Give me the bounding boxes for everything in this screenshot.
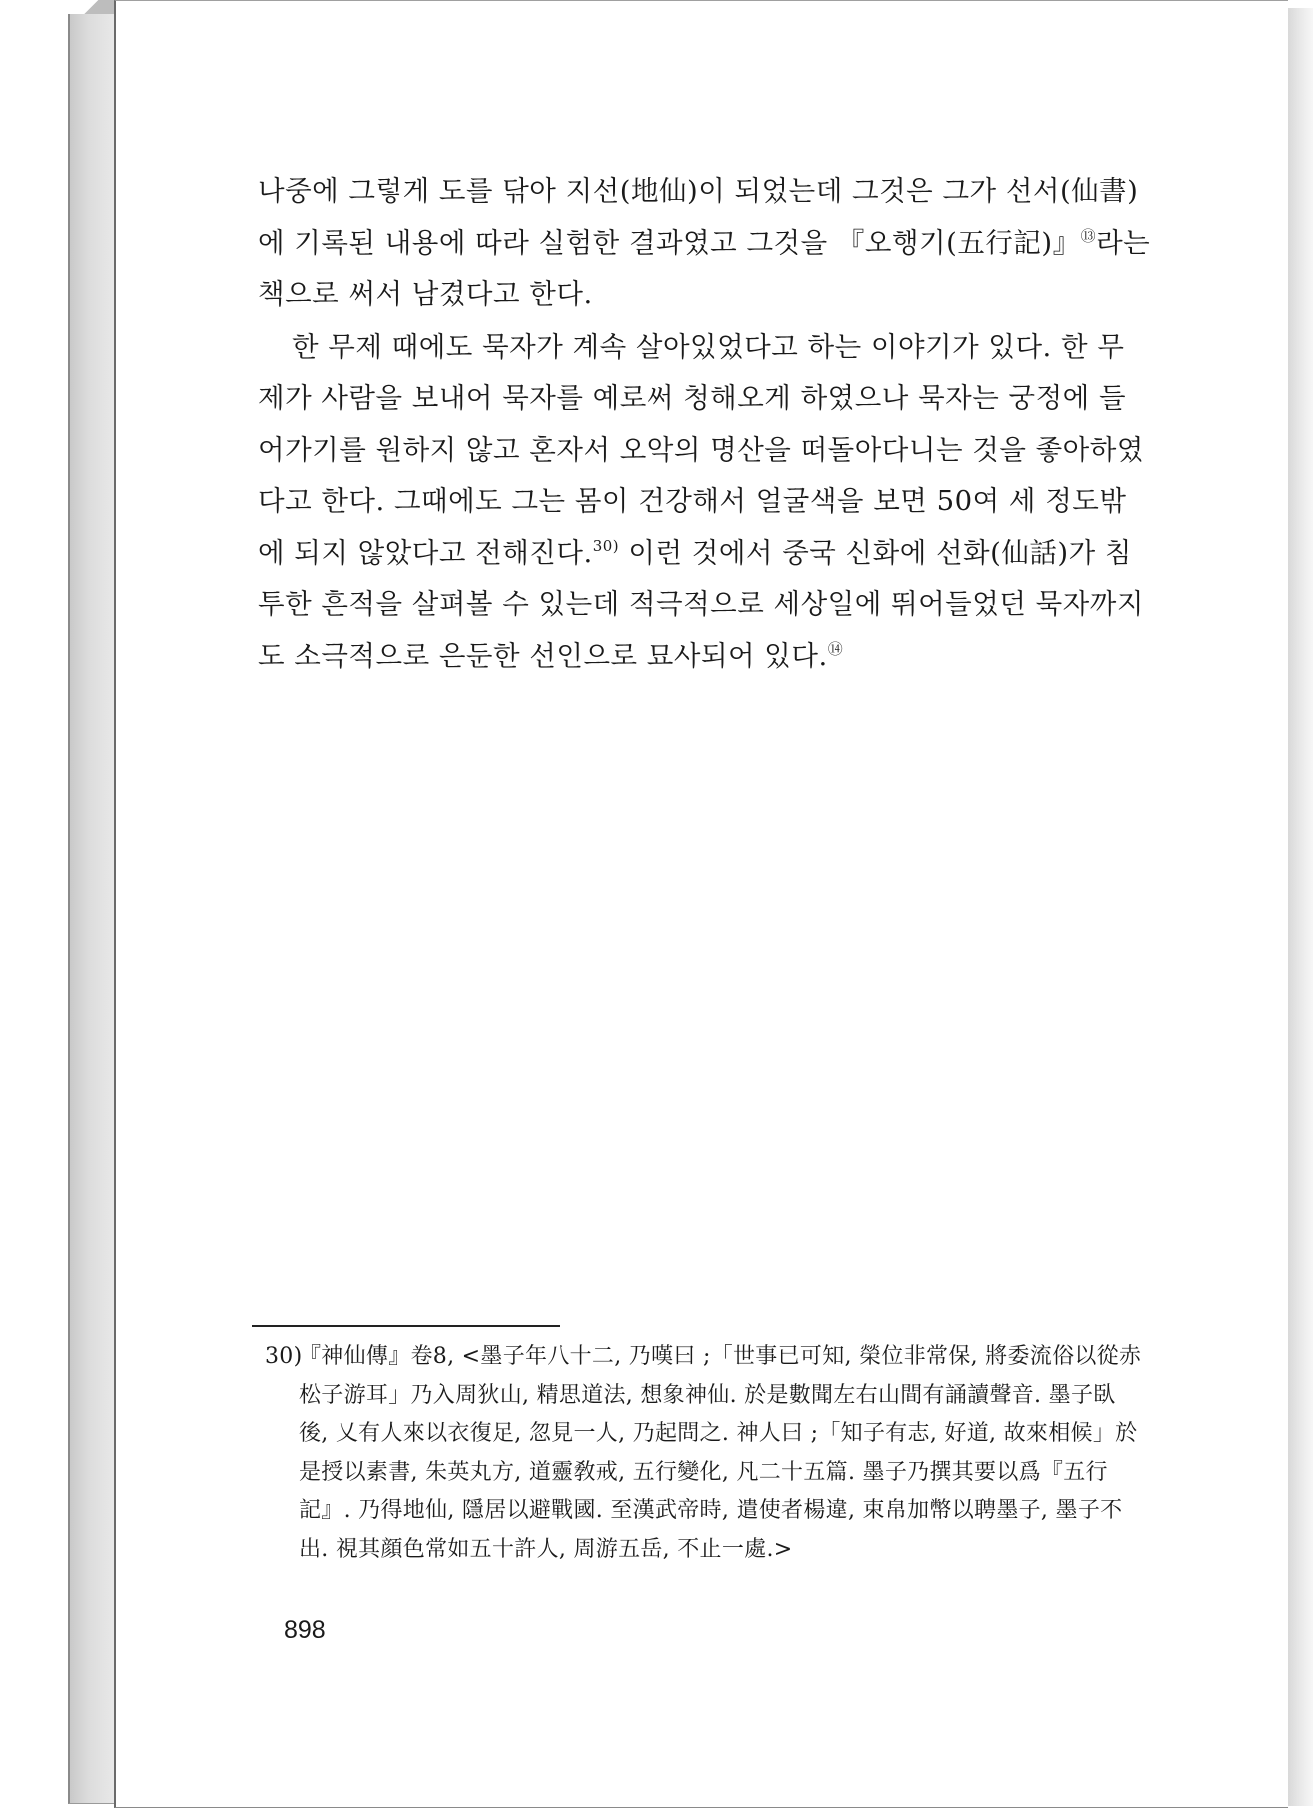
text-line: 책으로 써서 남겼다고 한다. <box>258 278 593 310</box>
text-line: 한 무제 때에도 묵자가 계속 살아있었다고 하는 이야기가 있다. 한 무 <box>292 330 1125 363</box>
text-line: 제가 사람을 보내어 묵자를 예로써 청해오게 하였으나 묵자는 궁정에 들 <box>258 382 1127 414</box>
page-number: 898 <box>284 1616 326 1644</box>
text-line: 에 되지 않았다고 전해진다. <box>258 536 593 569</box>
footnote-divider <box>252 1325 560 1327</box>
footnote-line: 後, 乂有人來以衣復足, 忽見一人, 乃起問之. 神人曰 ;「知子有志, 好道, 故來相候」於 <box>299 1421 1138 1446</box>
text-line: 도 소극적으로 은둔한 선인으로 묘사되어 있다. <box>258 639 828 672</box>
main-text <box>258 166 1178 682</box>
footnote-number: 30) <box>265 1344 303 1369</box>
text-line-continuation: 이런 것에서 중국 신화에 선화(仙話)가 침 <box>619 536 1132 569</box>
text-line: 에 기록된 내용에 따라 실험한 결과였고 그것을 『오행기(五行記)』 <box>258 226 1081 259</box>
footnote-line: 出. 視其顔色常如五十許人, 周游五岳, 不止一處.> <box>299 1536 793 1562</box>
text-line-continuation: 라는 <box>1096 226 1151 259</box>
page-shadow <box>1286 8 1313 1806</box>
footnote-marker[interactable]: ⑭ <box>827 639 844 658</box>
footnote-marker[interactable]: ⑬ <box>1080 226 1097 245</box>
footnote-body <box>265 1338 1180 1569</box>
footnote-line: 是授以素書, 朱英丸方, 道靈敎戒, 五行變化, 凡二十五篇. 墨子乃撰其要以爲『五行 <box>299 1459 1108 1485</box>
footnote-line: 松子游耳」乃入周狄山, 精思道法, 想象神仙. 於是數聞左右山間有誦讀聲音. 墨子臥 <box>299 1382 1116 1408</box>
paragraph-1 <box>258 166 1178 321</box>
footnote <box>265 1338 1180 1569</box>
paragraph-2 <box>258 322 1178 683</box>
text-line: 다고 한다. 그때에도 그는 몸이 건강해서 얼굴색을 보면 50여 세 정도밖 <box>258 485 1127 517</box>
text-line: 나중에 그렇게 도를 닦아 지선(地仙)이 되었는데 그것은 그가 선서(仙書) <box>258 175 1139 207</box>
footnote-marker[interactable]: 30) <box>592 536 620 555</box>
book-spine-edge <box>68 12 116 1804</box>
text-line: 투한 흔적을 살펴볼 수 있는데 적극적으로 세상일에 뛰어들었던 묵자까지 <box>258 588 1144 620</box>
footnote-line: 『神仙傳』卷8, <墨子年八十二, 乃嘆曰 ;「世事已可知, 榮位非常保, 將委流俗以從赤 <box>299 1344 1142 1369</box>
text-line: 어가기를 원하지 않고 혼자서 오악의 명산을 떠돌아다니는 것을 좋아하였 <box>258 433 1144 466</box>
book-corner <box>68 0 114 14</box>
footnote-line: 記』. 乃得地仙, 隱居以避戰國. 至漢武帝時, 遣使者楊違, 束帛加幣以聘墨子, 墨子不 <box>299 1498 1123 1523</box>
